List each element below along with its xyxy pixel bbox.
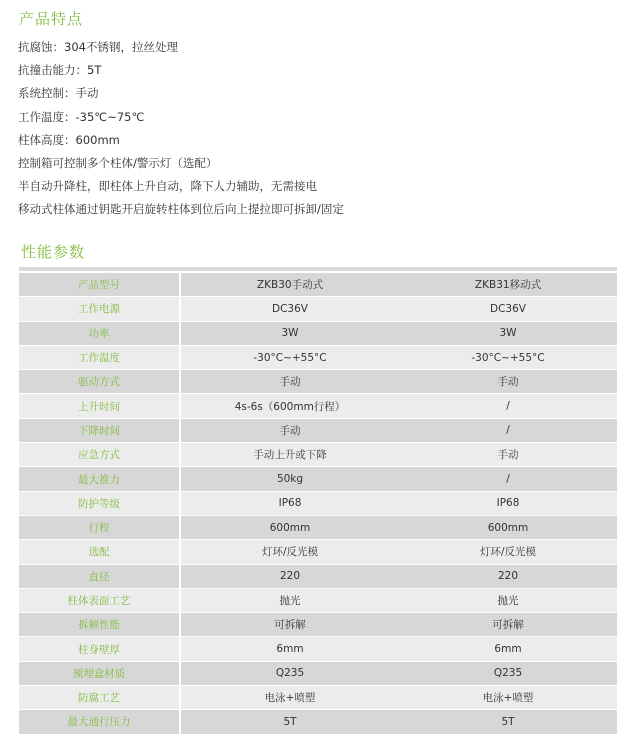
spec-value-b: / <box>399 419 617 443</box>
spec-value-b: IP68 <box>399 492 617 516</box>
spec-value-b: 手动 <box>399 370 617 394</box>
spec-value-a: DC36V <box>181 297 399 321</box>
table-row <box>19 297 617 321</box>
specs-heading: 性能参数 <box>21 243 86 261</box>
spec-value-a: 4s-6s（600mm行程） <box>181 394 399 418</box>
specs-table <box>19 273 617 735</box>
spec-value-b: 3W <box>399 322 617 346</box>
spec-label: 防腐工艺 <box>19 686 181 710</box>
table-row <box>19 565 617 589</box>
table-row <box>19 443 617 467</box>
spec-value-b: 手动 <box>399 443 617 467</box>
spec-label: 驱动方式 <box>19 370 181 394</box>
table-row <box>19 686 617 710</box>
table-row <box>19 637 617 661</box>
spec-value-b: 可拆解 <box>399 613 617 637</box>
spec-value-b: 灯环/反光模 <box>399 540 617 564</box>
spec-label: 柱身壁厚 <box>19 637 181 661</box>
spec-value-a: 手动 <box>181 419 399 443</box>
spec-value-a: 灯环/反光模 <box>181 540 399 564</box>
spec-label: 最大推力 <box>19 467 181 491</box>
spec-label: 直径 <box>19 565 181 589</box>
spec-value-b: 抛光 <box>399 589 617 613</box>
table-row <box>19 710 617 734</box>
table-row <box>19 346 617 370</box>
spec-label: 上升时间 <box>19 394 181 418</box>
table-row <box>19 589 617 613</box>
spec-label: 工作温度 <box>19 346 181 370</box>
spec-label: 预埋盒材质 <box>19 662 181 686</box>
spec-label: 柱体表面工艺 <box>19 589 181 613</box>
spec-value-a: ZKB30手动式 <box>181 273 399 297</box>
spec-label: 下降时间 <box>19 419 181 443</box>
spec-value-a: 50kg <box>181 467 399 491</box>
feature-item: 柱体高度：600mm <box>18 132 120 147</box>
table-row <box>19 516 617 540</box>
feature-item: 抗撞击能力：5T <box>18 63 102 78</box>
spec-value-a: 600mm <box>181 516 399 540</box>
spec-value-b: 220 <box>399 565 617 589</box>
table-row <box>19 467 617 491</box>
spec-value-a: Q235 <box>181 662 399 686</box>
feature-item: 系统控制：手动 <box>18 86 99 101</box>
table-row <box>19 419 617 443</box>
spec-value-b: 6mm <box>399 637 617 661</box>
spec-label: 最大通行压力 <box>19 710 181 734</box>
spec-value-a: IP68 <box>181 492 399 516</box>
features-heading: 产品特点 <box>19 10 84 28</box>
specs-divider <box>19 267 617 271</box>
table-row <box>19 492 617 516</box>
table-row <box>19 322 617 346</box>
feature-item: 工作温度：-35℃~75℃ <box>18 109 145 124</box>
table-row <box>19 613 617 637</box>
spec-value-b: Q235 <box>399 662 617 686</box>
feature-item: 抗腐蚀：304不锈钢，拉丝处理 <box>18 40 178 54</box>
table-row <box>19 394 617 418</box>
table-row <box>19 540 617 564</box>
spec-value-a: 6mm <box>181 637 399 661</box>
feature-item: 控制箱可控制多个柱体/警示灯（选配） <box>18 155 218 170</box>
spec-value-a: 手动 <box>181 370 399 394</box>
spec-value-b: 600mm <box>399 516 617 540</box>
spec-value-b: DC36V <box>399 297 617 321</box>
spec-value-b: 电泳+喷塑 <box>399 686 617 710</box>
spec-value-a: 可拆解 <box>181 613 399 637</box>
table-row <box>19 370 617 394</box>
spec-label: 工作电源 <box>19 297 181 321</box>
spec-label: 行程 <box>19 516 181 540</box>
spec-label: 防护等级 <box>19 492 181 516</box>
spec-value-a: 电泳+喷塑 <box>181 686 399 710</box>
spec-value-b: 5T <box>399 710 617 734</box>
spec-value-b: -30°C~+55°C <box>399 346 617 370</box>
spec-label: 拆解性能 <box>19 613 181 637</box>
spec-value-a: 3W <box>181 322 399 346</box>
feature-list <box>18 36 344 222</box>
spec-label: 功率 <box>19 322 181 346</box>
spec-value-b: / <box>399 394 617 418</box>
spec-label: 应急方式 <box>19 443 181 467</box>
feature-item: 移动式柱体通过钥匙开启旋转柱体到位后向上提拉即可拆卸/固定 <box>18 202 344 217</box>
spec-value-a: 220 <box>181 565 399 589</box>
spec-value-a: 手动上升或下降 <box>181 443 399 467</box>
spec-value-a: 5T <box>181 710 399 734</box>
table-row <box>19 662 617 686</box>
spec-value-b: ZKB31移动式 <box>399 273 617 297</box>
spec-value-a: -30°C~+55°C <box>181 346 399 370</box>
spec-value-a: 抛光 <box>181 589 399 613</box>
spec-value-b: / <box>399 467 617 491</box>
feature-item: 半自动升降柱，即柱体上升自动，降下人力辅助，无需接电 <box>18 179 317 194</box>
spec-label: 选配 <box>19 540 181 564</box>
table-row <box>19 273 617 297</box>
spec-label: 产品型号 <box>19 273 181 297</box>
